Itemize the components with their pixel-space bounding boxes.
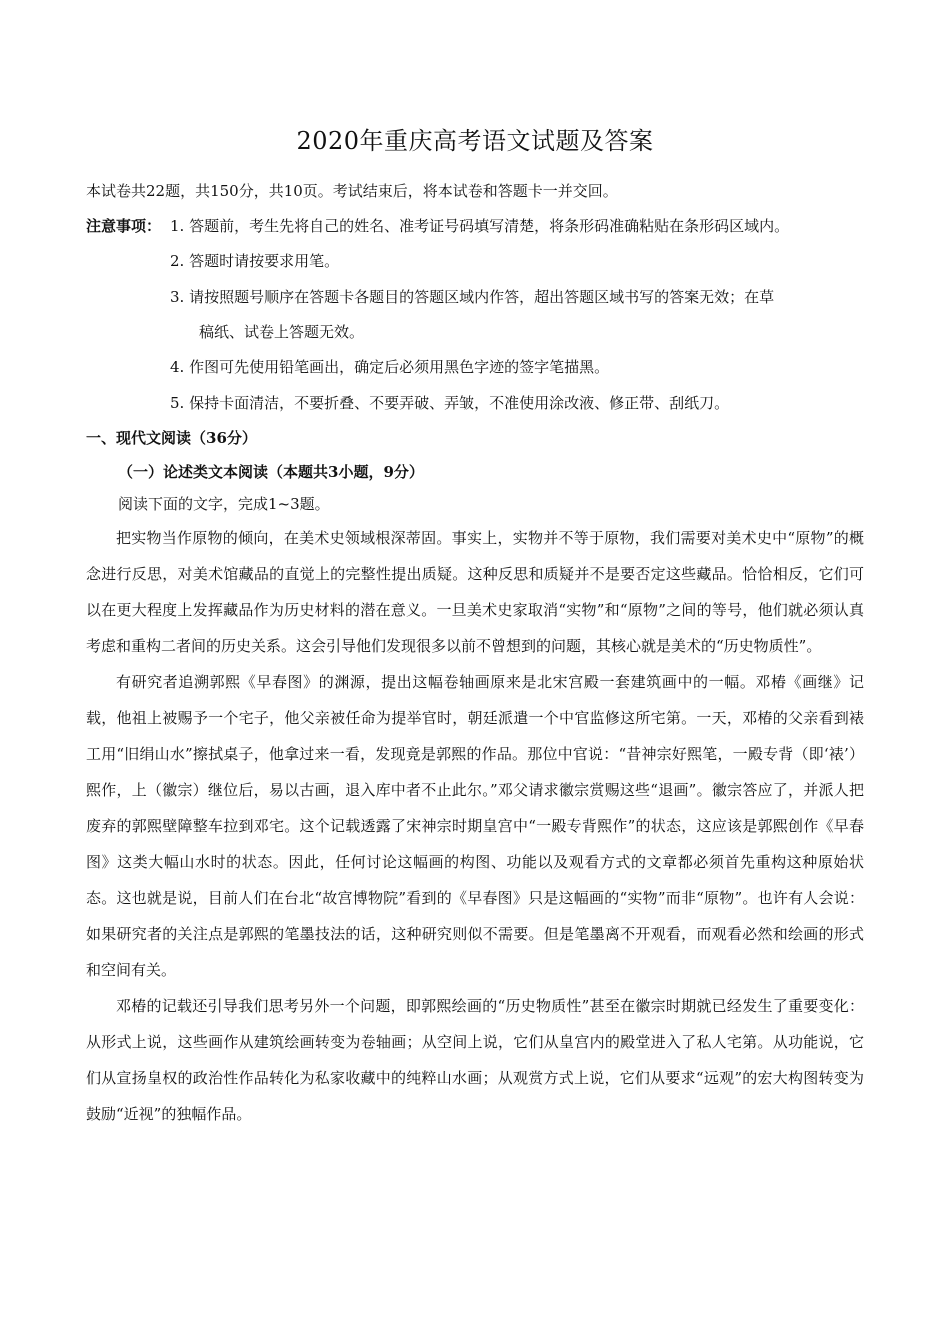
note-item-1: 1. 答题前，考生先将自己的姓名、准考证号码填写清楚，将条形码准确粘贴在条形码区域内。 bbox=[170, 217, 790, 235]
note-item-2: 2. 答题时请按要求用笔。 bbox=[170, 252, 340, 270]
section-heading: 一、现代文阅读（36分） bbox=[86, 429, 257, 447]
note-item-3-continued: 稿纸、试卷上答题无效。 bbox=[199, 323, 365, 341]
passage-paragraph-2: 有研究者追溯郭熙《早春图》的渊源，提出这幅卷轴画原来是北宋宫殿一套建筑画中的一幅。邓椿《画继》记载，他祖上被赐予一个宅子，他父亲被任命为提举官时，朝廷派遣一个中官监修这所宅第。一天，邓椿的父亲看到裱工用“旧绢山水”擦拭桌子，他拿过来一看，发现竟是郭熙的作品。那位中官说：“昔神宗好熙笔，一殿专背（即‘裱’）熙作，上（徽宗）继位后，易以古画，退入库中者不止此尔。”邓父请求徽宗赏赐这些“退画”。徽宗答应了，并派人把废弃的郭熙壁障整车拉到邓宅。这个记载透露了宋神宗时期皇宫中“一殿专背熙作”的状态，这应该是郭熙创作《早春图》这类大幅山水时的状态。因此，任何讨论这幅画的构图、功能以及观看方式的文章都必须首先重构这种原始状态。这也就是说，目前人们在台北“故宫博物院”看到的《早春图》只是这幅画的“实物”而非“原物”。也许有人会说：如果研究者的关注点是郭熙的笔墨技法的话，这种研究则似不需要。但是笔墨离不开观看，而观看必然和绘画的形式和空间有关。 bbox=[86, 673, 864, 979]
subsection-heading: （一）论述类文本阅读（本题共3小题，9分） bbox=[118, 463, 424, 481]
note-item-4: 4. 作图可先使用铅笔画出，确定后必须用黑色字迹的签字笔描黑。 bbox=[170, 358, 610, 376]
note-item-5: 5. 保持卡面清洁，不要折叠、不要弄破、弄皱，不准使用涂改液、修正带、刮纸刀。 bbox=[170, 394, 730, 412]
page-title: 2020年重庆高考语文试题及答案 bbox=[296, 127, 654, 155]
notes-heading: 注意事项： bbox=[86, 217, 162, 235]
passage-paragraph-1: 把实物当作原物的倾向，在美术史领域根深蒂固。事实上，实物并不等于原物，我们需要对美术史中“原物”的概念进行反思，对美术馆藏品的直觉上的完整性提出质疑。这种反思和质疑并不是要否定这些藏品。恰恰相反，它们可以在更大程度上发挥藏品作为历史材料的潜在意义。一旦美术史家取消“实物”和“原物”之间的等号，他们就必须认真考虑和重构二者间的历史关系。这会引导他们发现很多以前不曾想到的问题，其核心就是美术的“历史物质性”。 bbox=[86, 529, 864, 655]
intro-line: 本试卷共22题，共150分，共10页。考试结束后，将本试卷和答题卡一并交回。 bbox=[86, 182, 618, 200]
reading-passage bbox=[86, 520, 864, 1132]
passage-paragraph-3: 邓椿的记载还引导我们思考另外一个问题，即郭熙绘画的“历史物质性”甚至在徽宗时期就已经发生了重要变化：从形式上说，这些画作从建筑绘画转变为卷轴画；从空间上说，它们从皇宫内的殿堂进入了私人宅第。从功能说，它们从宣扬皇权的政治性作品转化为私家收藏中的纯粹山水画；从观赏方式上说，它们从要求“远观”的宏大构图转变为鼓励“近视”的独幅作品。 bbox=[86, 997, 864, 1123]
note-item-3: 3. 请按照题号顺序在答题卡各题目的答题区域内作答，超出答题区域书写的答案无效；在草 bbox=[170, 288, 775, 306]
reading-instruction: 阅读下面的文字，完成1~3题。 bbox=[118, 495, 330, 513]
